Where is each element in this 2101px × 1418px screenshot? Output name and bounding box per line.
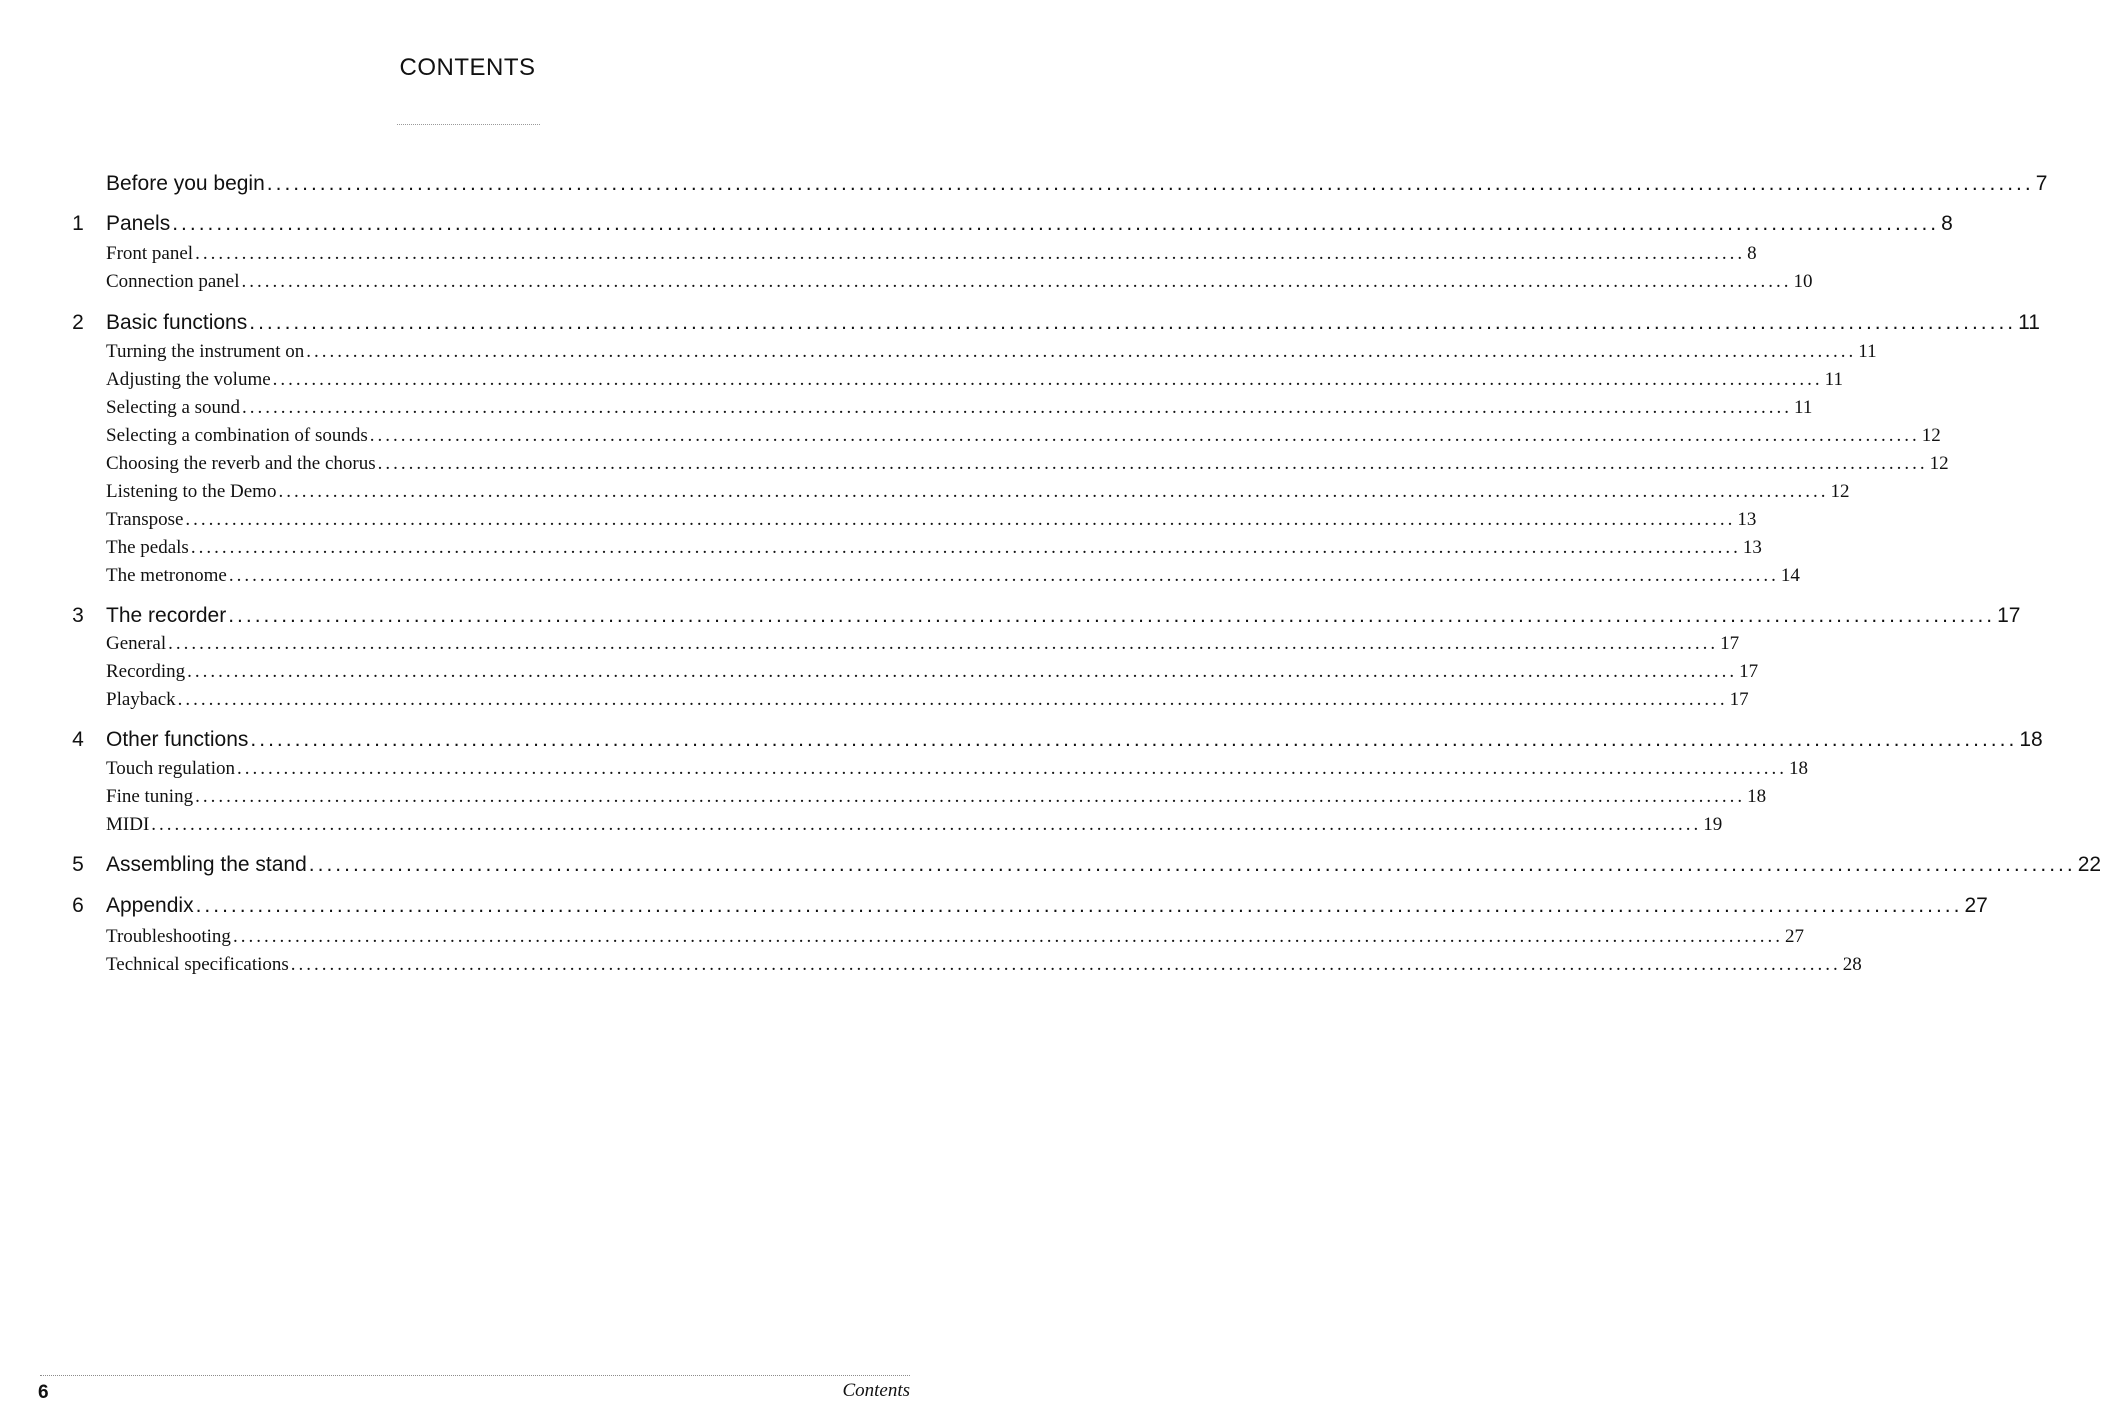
dot-leader: ........................................................................................................................................................................................................ (272, 369, 1823, 390)
toc-entry-label: Basic functions (106, 311, 248, 334)
toc-page-number: 7 (2035, 172, 2048, 195)
dot-leader: ........................................................................................................................................................................................................ (249, 311, 2017, 334)
dot-leader: ........................................................................................................................................................................................................ (228, 565, 1779, 586)
toc-page-number: 11 (1794, 397, 1813, 418)
toc-page-number: 13 (1737, 509, 1757, 530)
toc-page-number: 8 (1747, 243, 1757, 264)
toc-entry-label: Appendix (106, 894, 194, 917)
dot-leader: ........................................................................................................................................................................................................ (237, 758, 1787, 779)
dot-leader: ........................................................................................................................................................................................................ (306, 341, 1857, 362)
toc-entry-label: Adjusting the volume (106, 369, 271, 390)
toc-entry-label: Selecting a combination of sounds (106, 425, 368, 446)
dot-leader: ........................................................................................................................................................................................................ (250, 728, 2018, 751)
dot-leader: ........................................................................................................................................................................................................ (151, 814, 1702, 835)
toc-page-number: 12 (1830, 481, 1850, 502)
toc-page-number: 22 (2077, 853, 2101, 876)
dot-leader: ........................................................................................................................................................................................................ (228, 604, 1996, 627)
toc-chapter-number: 5 (72, 853, 84, 876)
dot-leader: ........................................................................................................................................................................................................ (241, 271, 1792, 292)
toc-page-number: 18 (1747, 786, 1767, 807)
toc-page-number: 18 (1789, 758, 1808, 779)
toc-entry-label: Choosing the reverb and the chorus (106, 453, 376, 474)
toc-entry-label: Before you begin (106, 172, 265, 195)
toc-entry-label: Touch regulation (106, 758, 235, 779)
toc-page-number: 12 (1929, 453, 1949, 474)
toc-page-number: 10 (1793, 271, 1813, 292)
footer-page-number: 6 (38, 1382, 49, 1403)
toc-page-number: 11 (2018, 311, 2040, 334)
toc-chapter-number: 4 (72, 728, 84, 751)
dot-leader: ........................................................................................................................................................................................................ (177, 689, 1728, 710)
toc-chapter-number: 3 (72, 604, 84, 627)
toc-page-number: 17 (1997, 604, 2021, 627)
toc-entry-label: Turning the instrument on (106, 341, 305, 362)
dot-leader: ........................................................................................................................................................................................................ (195, 786, 1746, 807)
toc-entry-label: Panels (106, 212, 171, 235)
toc-page-number: 12 (1921, 425, 1941, 446)
footer-divider (40, 1375, 910, 1376)
toc-page-number: 13 (1742, 537, 1762, 558)
toc-page-number: 11 (1824, 369, 1843, 390)
toc-entry-label: Playback (106, 689, 176, 710)
toc-entry-label: The pedals (106, 537, 189, 558)
toc-entry-label: MIDI (106, 814, 150, 835)
dot-leader: ........................................................................................................................................................................................................ (195, 243, 1746, 264)
toc-page-number: 17 (1739, 661, 1759, 682)
toc-page-number: 14 (1780, 565, 1800, 586)
dot-leader: ........................................................................................................................................................................................................ (369, 425, 1920, 446)
toc-entry-label: Transpose (106, 509, 184, 530)
toc-page-number: 17 (1720, 633, 1740, 654)
toc-entry-label: Troubleshooting (106, 926, 231, 947)
toc-page-number: 11 (1858, 341, 1877, 362)
toc-entry-label: Other functions (106, 728, 249, 751)
toc-entry-label: Recording (106, 661, 186, 682)
toc-entry-label: The metronome (106, 565, 227, 586)
dot-leader: ........................................................................................................................................................................................................ (377, 453, 1928, 474)
dot-leader: ........................................................................................................................................................................................................ (195, 894, 1963, 917)
dot-leader: ........................................................................................................................................................................................................ (185, 509, 1736, 530)
toc-chapter-number: 1 (72, 212, 84, 235)
dot-leader: ........................................................................................................................................................................................................ (242, 397, 1793, 418)
dot-leader: ........................................................................................................................................................................................................ (172, 212, 1940, 235)
toc-entry-label: Selecting a sound (106, 397, 241, 418)
dot-leader: ........................................................................................................................................................................................................ (290, 954, 1841, 975)
toc-page-number: 28 (1842, 954, 1862, 975)
toc-entry-label: Fine tuning (106, 786, 194, 807)
toc-chapter-number: 6 (72, 894, 84, 917)
toc-page-number: 19 (1703, 814, 1723, 835)
dot-leader: ........................................................................................................................................................................................................ (278, 481, 1829, 502)
toc-entry-label: Connection panel (106, 271, 240, 292)
toc-page-number: 8 (1941, 212, 1953, 235)
toc-entry-label: Assembling the stand (106, 853, 307, 876)
dot-leader: ........................................................................................................................................................................................................ (232, 926, 1783, 947)
toc-entry-label: The recorder (106, 604, 227, 627)
dot-leader: ........................................................................................................................................................................................................ (266, 172, 2034, 195)
dot-leader: ........................................................................................................................................................................................................ (190, 537, 1741, 558)
dot-leader: ........................................................................................................................................................................................................ (187, 661, 1738, 682)
footer-section-name: Contents (842, 1380, 910, 1401)
toc-page-number: 27 (1784, 926, 1804, 947)
page-title: CONTENTS (399, 54, 536, 81)
toc-page-number: 27 (1964, 894, 1988, 917)
toc-chapter-number: 2 (72, 311, 84, 334)
dot-leader: ........................................................................................................................................................................................................ (308, 853, 2076, 876)
dot-leader: ........................................................................................................................................................................................................ (168, 633, 1719, 654)
toc-page-number: 18 (2019, 728, 2043, 751)
toc-entry-label: Front panel (106, 243, 194, 264)
toc-page-number: 17 (1729, 689, 1749, 710)
toc-entry-label: Listening to the Demo (106, 481, 277, 502)
toc-entry-label: General (106, 633, 167, 654)
toc-entry-label: Technical specifications (106, 954, 289, 975)
